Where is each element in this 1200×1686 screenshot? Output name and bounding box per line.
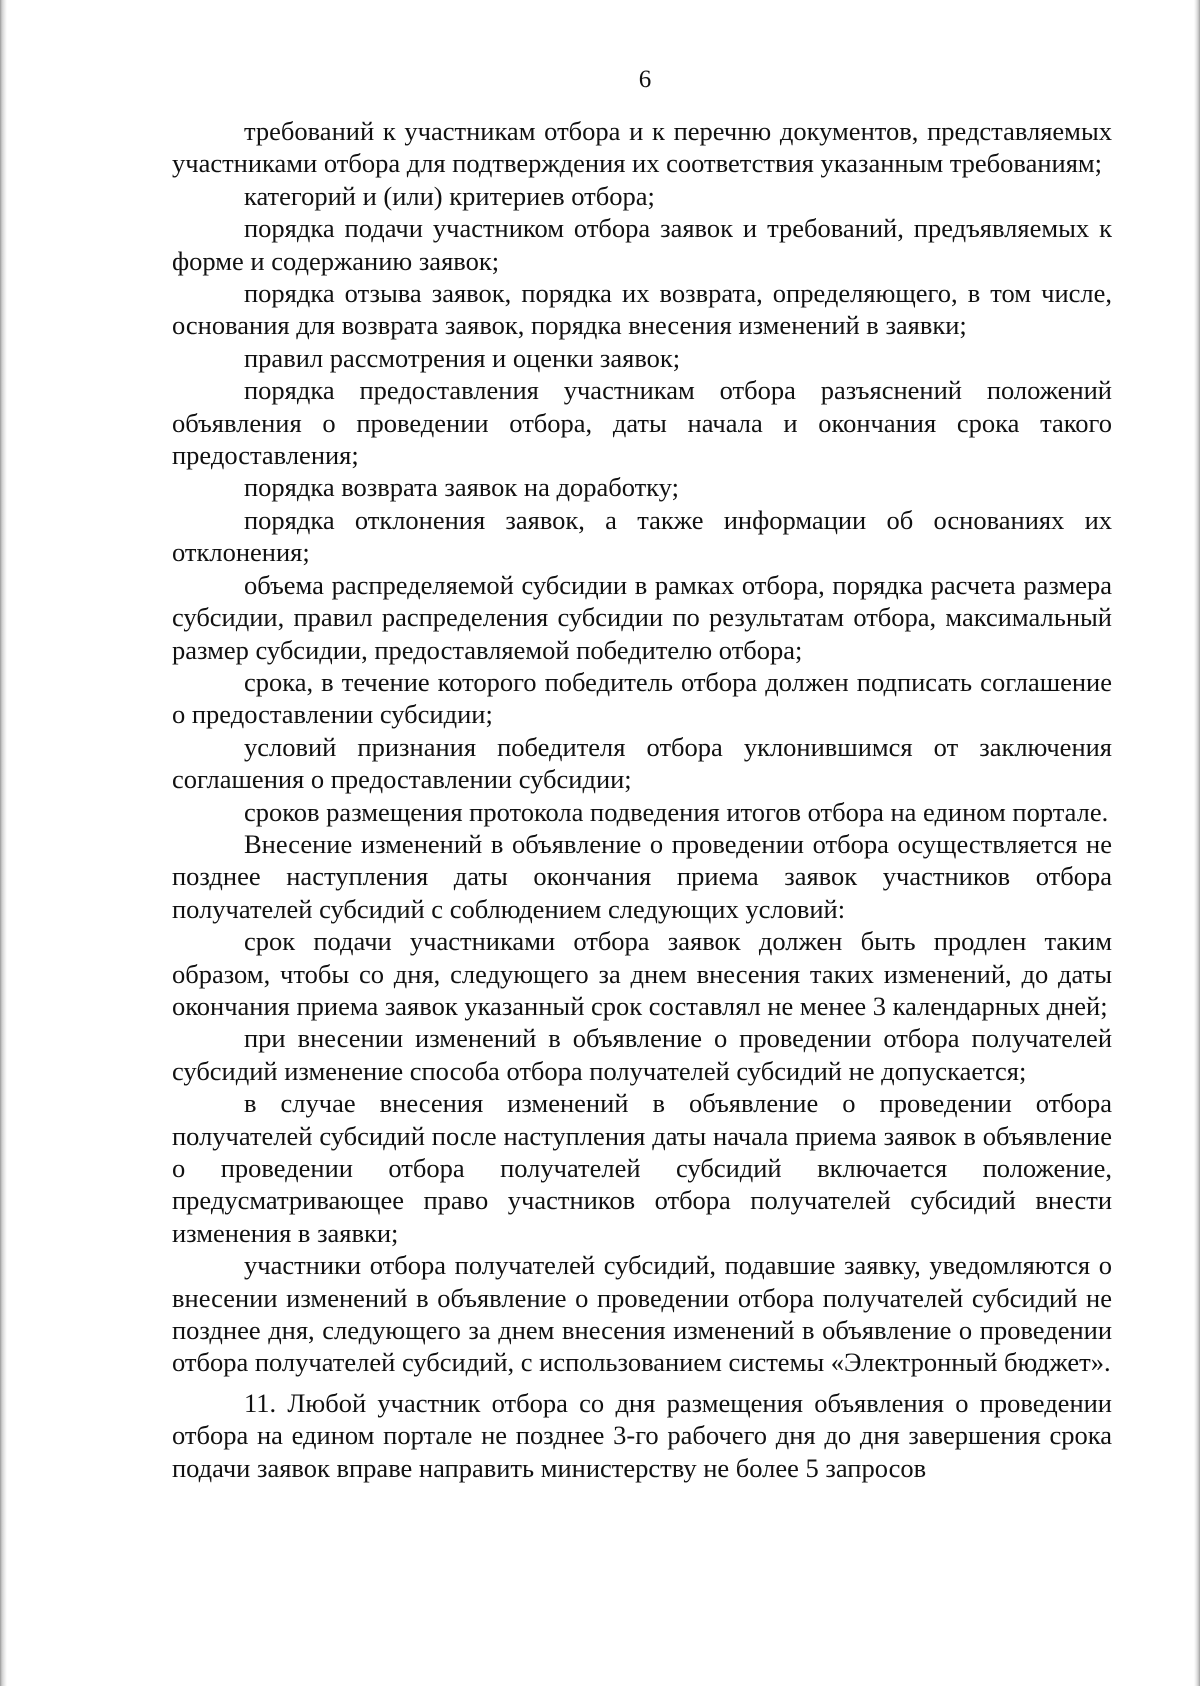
paragraph: порядка предоставления участникам отбора разъяснений положений объявления о проведении отбора, даты начала и окончания срока такого предоставления;	[172, 375, 1112, 471]
page-number: 6	[638, 66, 652, 93]
paragraph: участники отбора получателей субсидий, подавшие заявку, уведомляются о внесении изменений в объявление о проведении отбора получателей субсидий не позднее дня, следующего за днем внесения изменений в объявление о проведении отбора получателей субсидий, с использованием системы «Электронный бюджет».	[172, 1250, 1112, 1378]
paragraph: срок подачи участниками отбора заявок должен быть продлен таким образом, чтобы со дня, следующего за днем внесения таких изменений, до даты окончания приема заявок указанный срок составлял не менее 3 календарных дней;	[172, 926, 1112, 1021]
paragraph: срока, в течение которого победитель отбора должен подписать соглашение о предоставлении субсидии;	[172, 666, 1112, 730]
paragraph: сроков размещения протокола подведения итогов отбора на едином портале.	[244, 796, 1109, 827]
paragraph: требований к участникам отбора и к перечню документов, представляемых участниками отбора для подтверждения их соответствия указанным требованиям;	[172, 116, 1112, 179]
paragraph: условий признания победителя отбора уклонившимся от заключения соглашения о предоставлении субсидии;	[172, 731, 1112, 795]
paragraph: Внесение изменений в объявление о проведении отбора осуществляется не позднее наступления даты окончания приема заявок участников отбора получателей субсидий с соблюдением следующих условий:	[172, 828, 1112, 924]
paragraph: категорий и (или) критериев отбора;	[244, 180, 655, 211]
paragraph: порядка возврата заявок на доработку;	[244, 472, 679, 503]
paragraph: порядка подачи участником отбора заявок и требований, предъявляемых к форме и содержанию заявок;	[172, 213, 1112, 276]
paragraph: правил рассмотрения и оценки заявок;	[244, 342, 681, 373]
scan-edge-left	[0, 0, 7, 1686]
paragraph: при внесении изменений в объявление о проведении отбора получателей субсидий изменение способа отбора получателей субсидий не допускается;	[172, 1023, 1112, 1086]
paragraph: порядка отзыва заявок, порядка их возврата, определяющего, в том числе, основания для возврата заявок, порядка внесения изменений в заявки;	[172, 278, 1112, 341]
document-body	[172, 115, 1112, 1484]
scan-edge-right	[1194, 0, 1200, 1686]
paragraph: в случае внесения изменений в объявление о проведении отбора получателей субсидий после наступления даты начала приема заявок в объявление о проведении отбора получателей субсидий включается положение, предусматривающее право участников отбора получателей субсидий внести изменения в заявки;	[172, 1088, 1112, 1248]
paragraph: порядка отклонения заявок, а также информации об основаниях их отклонения;	[172, 504, 1112, 568]
paragraph: объема распределяемой субсидии в рамках отбора, порядка расчета размера субсидии, правил распределения субсидии по результатам отбора, максимальный размер субсидии, предоставляемой победителю отбора;	[172, 569, 1112, 665]
paragraph-numbered-11: 11. Любой участник отбора со дня размещения объявления о проведении отбора на едином портале не позднее 3-го рабочего дня до дня завершения срока подачи заявок вправе направить министерству не более 5 запросов	[172, 1387, 1112, 1483]
